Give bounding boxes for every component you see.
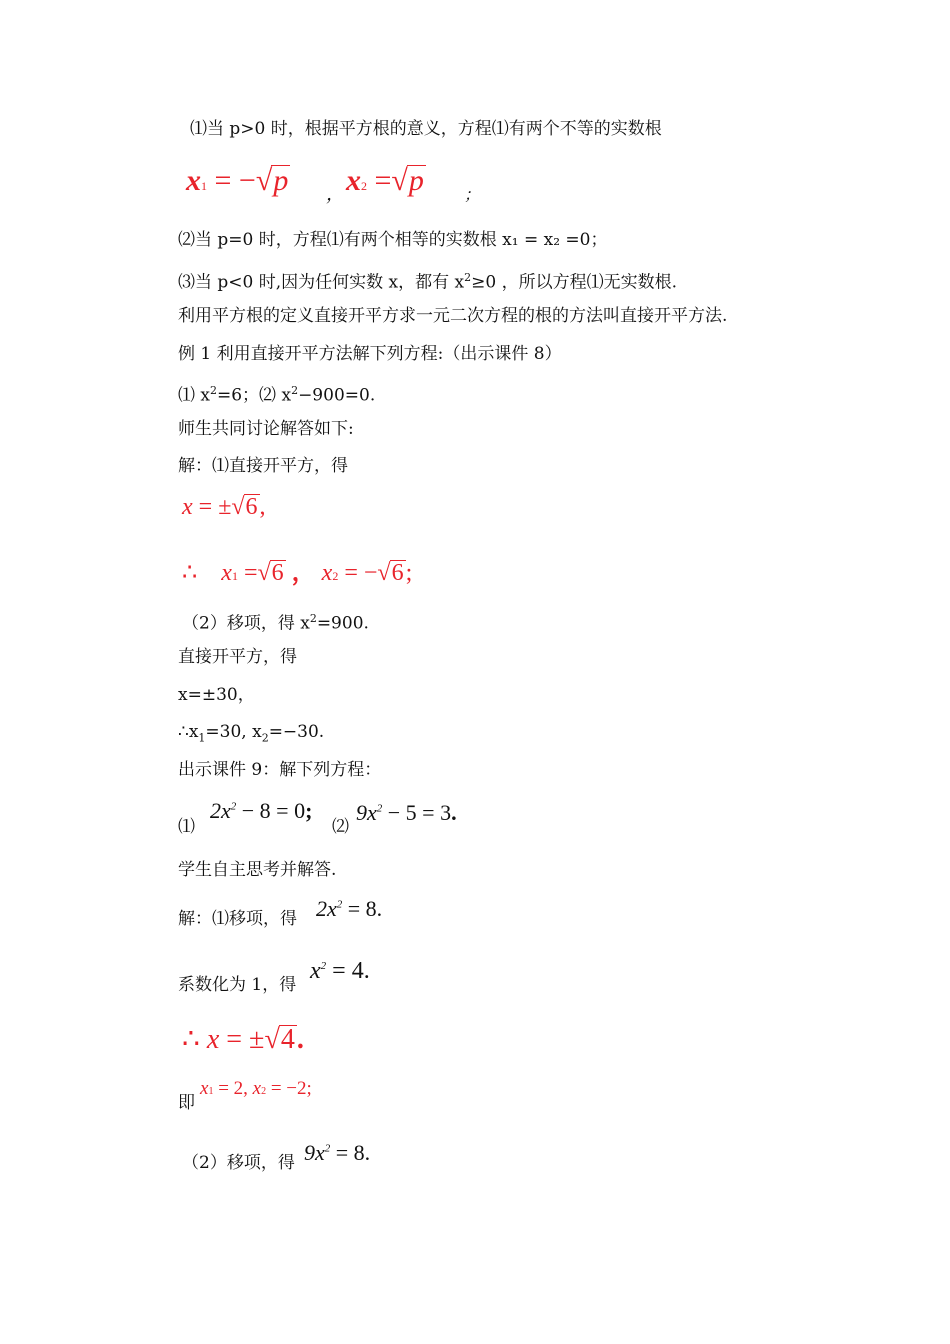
exercise2-equation: $9x^2 - 5 = 3$. xyxy=(356,800,457,825)
equation-root-x2: x2 =√p xyxy=(346,164,424,197)
example1-problems: ⑴ $x^2=6$；⑵ $x^2-900=0$. xyxy=(178,384,376,406)
radicand-p1: p xyxy=(273,164,289,197)
definition-text: 利用平方根的定义直接开平方求一元二次方程的根的方法叫直接开平方法. xyxy=(178,306,728,326)
semicolon-1: ； xyxy=(464,187,481,204)
sqrt-line-text: 直接开平方，得 xyxy=(178,647,297,667)
equation-roots-p: x1 = −√p xyxy=(186,164,289,197)
solutionA-text: 解：⑴移项，得 xyxy=(178,909,297,929)
case2-text: ⑵当 p=0 时，方程⑴有两个相等的实数根 x₁ = x₂ =0； xyxy=(178,230,608,250)
example1-title: 例 1 利用直接开平方法解下列方程:（出示课件 8） xyxy=(178,344,562,364)
x1-var: x xyxy=(186,164,201,197)
equation-roots-sqrt6: ∴ x1 =√6 ， x2 = −√6; xyxy=(182,560,413,586)
solutionB-equation: $9x^2 = 8$. xyxy=(304,1140,371,1165)
coef-equation: $x^2 = 4$. xyxy=(310,958,370,984)
radicand-p2: p xyxy=(408,164,424,197)
solutionA-equation: $2x^2 = 8$. xyxy=(316,896,383,921)
case1-text: ⑴当 p>0 时，根据平方根的意义，方程⑴有两个不等的实数根 xyxy=(190,119,662,139)
eq-sign: = xyxy=(374,164,392,197)
ji-equation: x1 = 2, x2 = −2; xyxy=(200,1078,312,1099)
case3-text: ⑶当 p<0 时,因为任何实数 x，都有 $x^2\ge 0$ ，所以方程⑴无实数根. xyxy=(178,271,678,293)
equation-pm-sqrt6: x = ±√6, xyxy=(182,494,266,520)
exercise1-equation: $2x^2 - 8 = 0$; xyxy=(210,798,313,823)
comma-1: ， xyxy=(326,184,344,204)
solution2-text: （2）移项，得 $x^2=900$. xyxy=(182,612,369,634)
equation-pm-sqrt4: ∴ x = ±√4. xyxy=(182,1024,304,1055)
x1-sub: 1 xyxy=(201,179,207,193)
roots30-text: $\therefore x_1=30$, $x_2=-30$. xyxy=(178,722,325,745)
self-think-text: 学生自主思考并解答. xyxy=(178,860,337,880)
solution1-text: 解：⑴直接开平方，得 xyxy=(178,456,348,476)
ji-label: 即 xyxy=(178,1093,195,1113)
exercise1-label: ⑴ xyxy=(178,817,195,837)
x2-var: x xyxy=(346,164,361,197)
exercise2-label: ⑵ xyxy=(332,817,349,837)
discussion-text: 师生共同讨论解答如下: xyxy=(178,419,354,439)
x2-sub: 2 xyxy=(361,179,367,193)
pm30-text: x=±30， xyxy=(178,685,255,705)
coef-text: 系数化为 1，得 xyxy=(178,975,297,995)
eq-minus: = − xyxy=(214,164,256,197)
solutionB-text: （2）移项，得 xyxy=(182,1153,295,1173)
courseware9-text: 出示课件 9：解下列方程： xyxy=(178,760,382,780)
